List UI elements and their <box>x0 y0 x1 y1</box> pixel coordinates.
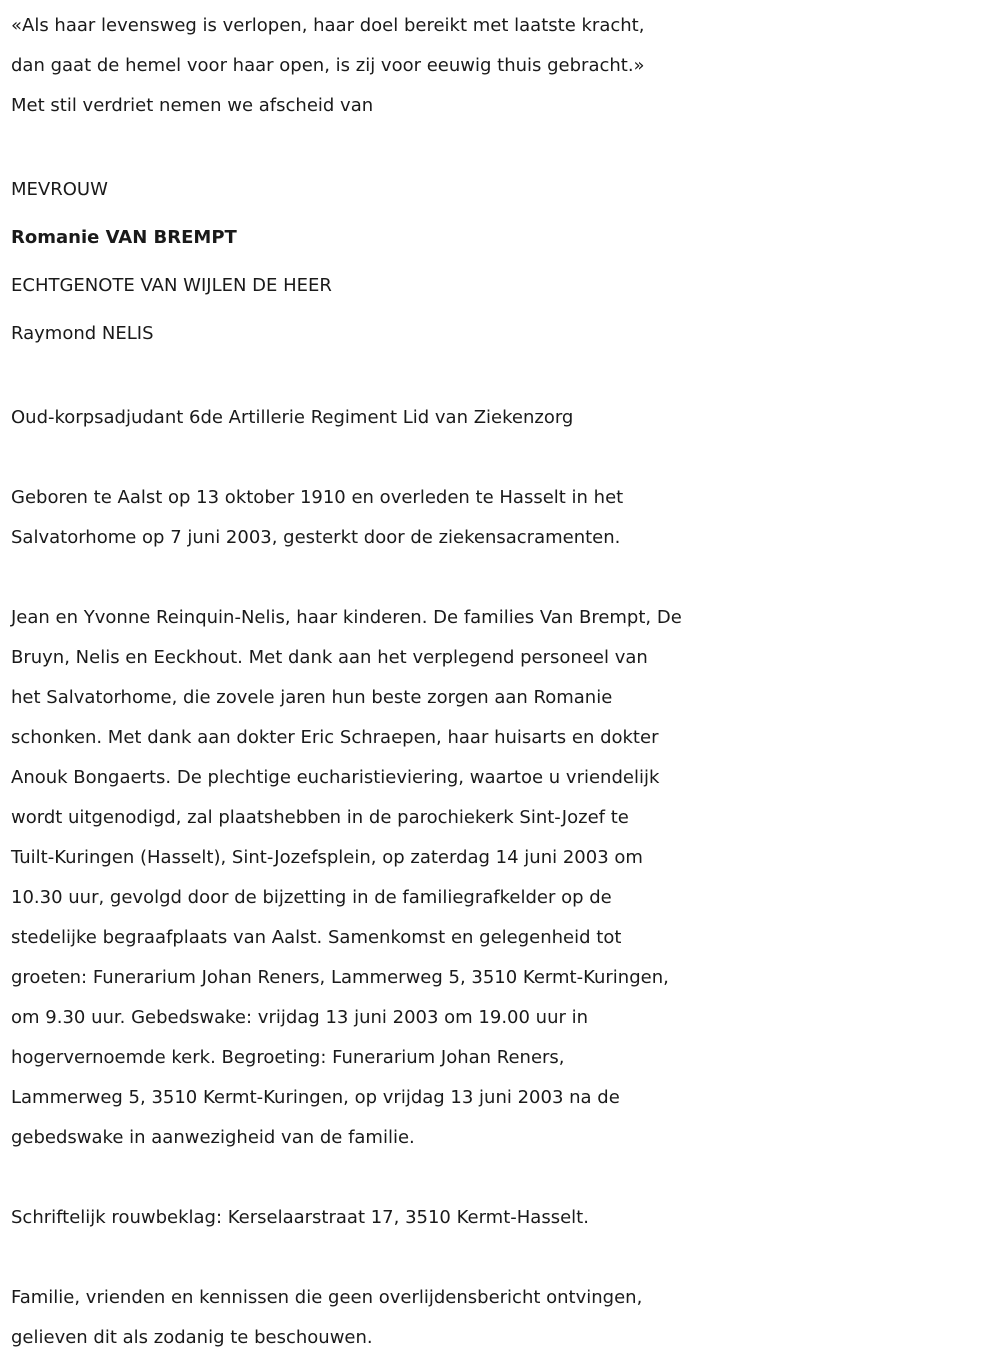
spouse-prefix: ECHTGENOTE VAN WIJLEN DE HEER <box>11 275 332 296</box>
spacer <box>11 558 996 598</box>
paragraph-line: schonken. Met dank aan dokter Eric Schraepen, haar huisarts en dokter <box>11 727 659 748</box>
title-prefix: MEVROUW <box>11 179 108 200</box>
verse-line: dan gaat de hemel voor haar open, is zij voor eeuwig thuis gebracht.» <box>11 55 645 76</box>
condolence-address: Schriftelijk rouwbeklag: Kerselaarstraat 17, 3510 Kermt-Hasselt. <box>11 1207 589 1228</box>
paragraph-line: hogervernoemde kerk. Begroeting: Funerarium Johan Reners, <box>11 1047 565 1068</box>
paragraph-line: Anouk Bongaerts. De plechtige eucharistieviering, waartoe u vriendelijk <box>11 767 660 788</box>
verse-line: «Als haar levensweg is verlopen, haar doel bereikt met laatste kracht, <box>11 15 645 36</box>
birth-death-paragraph <box>11 478 996 558</box>
spacer <box>11 438 996 478</box>
paragraph-line: Jean en Yvonne Reinquin-Nelis, haar kinderen. De families Van Brempt, De <box>11 607 682 628</box>
name-block <box>11 166 996 358</box>
spacer <box>11 126 996 166</box>
paragraph-line: groeten: Funerarium Johan Reners, Lammerweg 5, 3510 Kermt-Kuringen, <box>11 967 669 988</box>
paragraph-line: gelieven dit als zodanig te beschouwen. <box>11 1327 373 1348</box>
family-arrangements-paragraph <box>11 598 996 1158</box>
spouse-name: Raymond NELIS <box>11 323 154 344</box>
paragraph-line: Tuilt-Kuringen (Hasselt), Sint-Jozefsplein, op zaterdag 14 juni 2003 om <box>11 847 643 868</box>
spacer <box>11 1238 996 1278</box>
verse-block <box>11 6 996 126</box>
paragraph-line: Familie, vrienden en kennissen die geen overlijdensbericht ontvingen, <box>11 1287 643 1308</box>
intro-line: Met stil verdriet nemen we afscheid van <box>11 95 374 116</box>
paragraph-line: gebedswake in aanwezigheid van de familie. <box>11 1127 415 1148</box>
paragraph-line: Geboren te Aalst op 13 oktober 1910 en overleden te Hasselt in het <box>11 487 624 508</box>
paragraph-line: Bruyn, Nelis en Eeckhout. Met dank aan het verplegend personeel van <box>11 647 648 668</box>
paragraph-line: het Salvatorhome, die zovele jaren hun beste zorgen aan Romanie <box>11 687 613 708</box>
paragraph-line: wordt uitgenodigd, zal plaatshebben in de parochiekerk Sint-Jozef te <box>11 807 629 828</box>
spacer <box>11 1158 996 1198</box>
paragraph-line: om 9.30 uur. Gebedswake: vrijdag 13 juni 2003 om 19.00 uur in <box>11 1007 589 1028</box>
closing-paragraph <box>11 1278 996 1358</box>
deceased-name: Romanie VAN BREMPT <box>11 227 237 248</box>
occupation-line: Oud-korpsadjudant 6de Artillerie Regiment Lid van Ziekenzorg <box>11 407 574 428</box>
paragraph-line: Salvatorhome op 7 juni 2003, gesterkt door de ziekensacramenten. <box>11 527 621 548</box>
spacer <box>11 358 996 398</box>
paragraph-line: stedelijke begraafplaats van Aalst. Samenkomst en gelegenheid tot <box>11 927 622 948</box>
paragraph-line: 10.30 uur, gevolgd door de bijzetting in de familiegrafkelder op de <box>11 887 612 908</box>
obituary-document <box>11 6 996 1358</box>
paragraph-line: Lammerweg 5, 3510 Kermt-Kuringen, op vrijdag 13 juni 2003 na de <box>11 1087 620 1108</box>
